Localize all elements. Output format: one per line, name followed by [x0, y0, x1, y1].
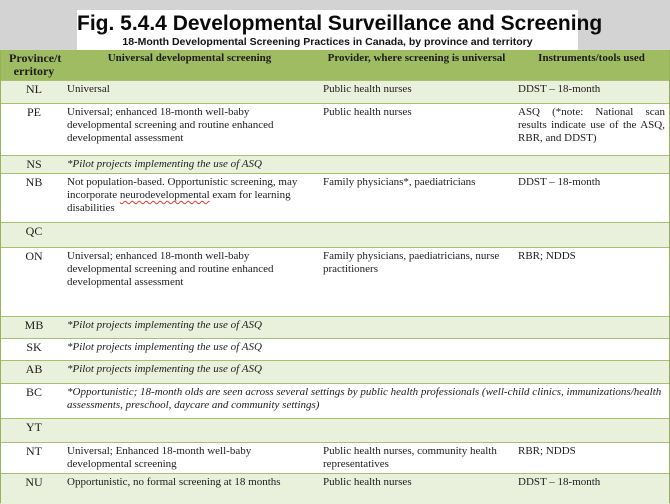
empty-cell: [63, 223, 669, 247]
province-code: PE: [26, 105, 41, 119]
screening-text-post: exam for learning disabilities: [67, 189, 291, 214]
province-code: NB: [25, 175, 43, 189]
screening-cell: Universal; enhanced 18-month well-baby developmental screening and routine enhanced developmental assessment: [67, 106, 274, 144]
title-box: [77, 10, 603, 50]
table-row-mb: [1, 316, 669, 338]
province-code: SK: [26, 340, 42, 354]
screening-cell: Opportunistic, no formal screening at 18 months: [67, 476, 281, 488]
provider-cell: Public health nurses: [323, 476, 412, 488]
pilot-note-cell: *Pilot projects implementing the use of ASQ: [67, 319, 262, 331]
table-row-nb: [1, 173, 669, 222]
table-row-on: [1, 247, 669, 316]
province-code: NT: [26, 444, 42, 458]
screening-text-pre: Not population-based. Opportunistic screening, may incorporate: [67, 176, 298, 201]
provider-cell: Public health nurses: [323, 83, 412, 95]
table-row-sk: [1, 338, 669, 360]
pilot-note-cell: *Pilot projects implementing the use of ASQ: [67, 363, 262, 375]
table-row-ns: [1, 155, 669, 173]
table-row-nl: [1, 80, 669, 103]
provider-cell: Family physicians*, paediatricians: [323, 176, 476, 188]
province-code: NU: [25, 475, 43, 489]
col-header-province-line1: Province/t: [9, 51, 62, 65]
province-code: QC: [25, 224, 43, 238]
col-header-province-line2: erritory: [13, 64, 55, 78]
opportunistic-note-cell: *Opportunistic; 18-month olds are seen across several settings by public health professionals (well-child clinics, immunizations/health assessments, preschool, daycare and community settings): [67, 386, 662, 411]
table-row-qc: [1, 222, 669, 247]
title-band: [0, 0, 670, 50]
instruments-cell: ASQ (*note: National scan results indicate use of the ASQ, RBR, and DDST): [518, 106, 665, 144]
pilot-note-cell: *Pilot projects implementing the use of ASQ: [67, 158, 262, 170]
provider-cell: Public health nurses, community health representatives: [323, 445, 497, 470]
screening-cell: Universal: [67, 83, 110, 95]
screening-table: [0, 50, 670, 503]
provider-cell: Family physicians, paediatricians, nurse practitioners: [323, 250, 500, 275]
table-row-yt: [1, 418, 669, 442]
table-row-bc: [1, 383, 669, 418]
province-code: NL: [26, 82, 42, 96]
instruments-cell: RBR; NDDS: [518, 250, 576, 262]
instruments-cell: DDST – 18-month: [518, 176, 601, 188]
province-code: BC: [25, 385, 42, 399]
figure-subtitle: 18-Month Developmental Screening Practices in Canada, by province and territory: [122, 36, 533, 48]
col-header-screening: Universal developmental screening: [107, 52, 272, 64]
table-row-pe: [1, 103, 669, 155]
table-row-nt: [1, 442, 669, 473]
empty-cell: [63, 419, 669, 442]
province-code: ON: [25, 249, 43, 263]
provider-cell: Public health nurses: [323, 106, 412, 118]
table-row-ab: [1, 360, 669, 383]
province-code: AB: [25, 362, 43, 376]
screening-cell: Universal; enhanced 18-month well-baby developmental screening and routine enhanced developmental assessment: [67, 250, 274, 288]
screening-cell: Universal; Enhanced 18-month well-baby developmental screening: [67, 445, 252, 470]
col-header-instruments: Instruments/tools used: [538, 52, 645, 64]
province-code: MB: [24, 318, 44, 332]
instruments-cell: RBR; NDDS: [518, 445, 576, 457]
instruments-cell: DDST – 18-month: [518, 83, 601, 95]
col-header-province: [1, 50, 63, 80]
screening-cell: [63, 174, 319, 222]
figure-title: Fig. 5.4.4 Developmental Surveillance and Screening: [77, 12, 603, 35]
instruments-cell: DDST – 18-month: [518, 476, 601, 488]
spellcheck-underlined-word: neurodevelopmental: [119, 189, 210, 201]
pilot-note-cell: *Pilot projects implementing the use of ASQ: [67, 341, 262, 353]
province-code: YT: [26, 420, 42, 434]
province-code: NS: [26, 157, 42, 171]
table-header-row: [1, 50, 669, 80]
col-header-provider: Provider, where screening is universal: [327, 52, 506, 64]
table-row-nu: [1, 473, 669, 504]
